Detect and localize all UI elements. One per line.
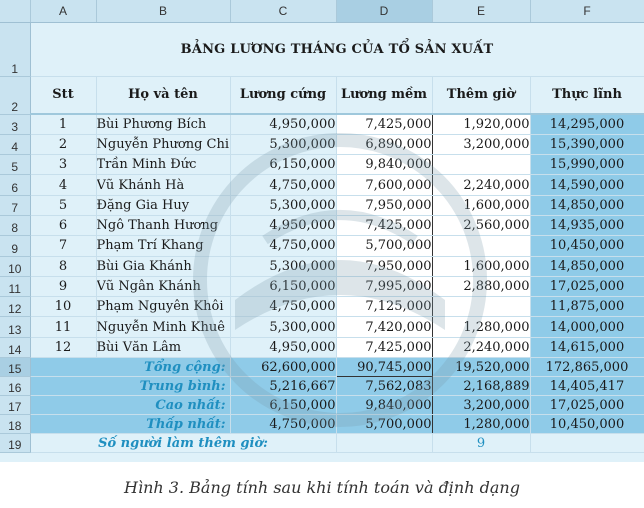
- header-name[interactable]: Họ và tên: [96, 76, 230, 114]
- cell-hard-salary[interactable]: 6,150,000: [230, 155, 336, 175]
- cell-stt[interactable]: 7: [30, 236, 96, 256]
- cell-hard-salary[interactable]: 6,150,000: [230, 396, 336, 415]
- cell-net[interactable]: 14,295,000: [530, 114, 644, 134]
- cell-overtime[interactable]: 1,280,000: [432, 415, 530, 434]
- row-header[interactable]: 12: [0, 297, 30, 317]
- cell-overtime[interactable]: 1,600,000: [432, 256, 530, 276]
- select-all-corner[interactable]: [0, 0, 30, 22]
- cell-net[interactable]: 11,875,000: [530, 297, 644, 317]
- cell-soft-salary[interactable]: 7,600,000: [336, 175, 432, 195]
- cell-stt[interactable]: 2: [30, 134, 96, 154]
- cell-hard-salary[interactable]: 4,750,000: [230, 415, 336, 434]
- cell-soft-salary[interactable]: 7,995,000: [336, 276, 432, 296]
- cell-soft-salary[interactable]: 6,890,000: [336, 134, 432, 154]
- cell-name[interactable]: Nguyễn Phương Chi: [96, 134, 230, 154]
- cell-name[interactable]: Vũ Ngân Khánh: [96, 276, 230, 296]
- table-row: [0, 236, 644, 256]
- cell-soft-salary[interactable]: 90,745,000: [336, 358, 432, 377]
- summary-label[interactable]: Cao nhất:: [30, 396, 230, 415]
- cell-overtime[interactable]: 2,168,889: [432, 377, 530, 396]
- cell-net[interactable]: 15,390,000: [530, 134, 644, 154]
- cell-hard-salary[interactable]: 4,950,000: [230, 337, 336, 357]
- cell-stt[interactable]: 4: [30, 175, 96, 195]
- row-header[interactable]: 18: [0, 415, 30, 434]
- cell-soft-salary[interactable]: 7,420,000: [336, 317, 432, 337]
- table-row: [0, 215, 644, 235]
- row-header[interactable]: 6: [0, 175, 30, 195]
- cell-net[interactable]: 14,850,000: [530, 256, 644, 276]
- cell-net[interactable]: 14,935,000: [530, 215, 644, 235]
- cell-soft-salary[interactable]: 7,425,000: [336, 114, 432, 134]
- table-row: [0, 337, 644, 357]
- cell-net[interactable]: 17,025,000: [530, 276, 644, 296]
- row-header[interactable]: 7: [0, 195, 30, 215]
- summary-row: [0, 415, 644, 434]
- cell-stt[interactable]: 11: [30, 317, 96, 337]
- column-header-c[interactable]: C: [230, 0, 336, 22]
- cell[interactable]: [336, 434, 432, 453]
- cell-hard-salary[interactable]: 5,300,000: [230, 134, 336, 154]
- cell-stt[interactable]: 6: [30, 215, 96, 235]
- cell-soft-salary[interactable]: 7,950,000: [336, 195, 432, 215]
- summary-label[interactable]: Trung bình:: [30, 377, 230, 396]
- row-header[interactable]: 5: [0, 155, 30, 175]
- column-header-f[interactable]: F: [530, 0, 644, 22]
- cell-name[interactable]: Phạm Nguyên Khôi: [96, 297, 230, 317]
- summary-row: [0, 358, 644, 377]
- cell-soft-salary[interactable]: 7,425,000: [336, 337, 432, 357]
- cell-overtime[interactable]: 1,920,000: [432, 114, 530, 134]
- cell-overtime[interactable]: 2,880,000: [432, 276, 530, 296]
- cell-net[interactable]: 14,850,000: [530, 195, 644, 215]
- cell-net[interactable]: 10,450,000: [530, 415, 644, 434]
- title-row: [0, 22, 644, 76]
- cell-net[interactable]: 10,450,000: [530, 236, 644, 256]
- cell-hard-salary[interactable]: 5,300,000: [230, 256, 336, 276]
- table-row: [0, 134, 644, 154]
- overtime-count-row: [0, 434, 644, 453]
- cell-name[interactable]: Trần Minh Đức: [96, 155, 230, 175]
- overtime-count-label[interactable]: Số người làm thêm giờ:: [30, 434, 336, 453]
- cell-stt[interactable]: 9: [30, 276, 96, 296]
- column-header-b[interactable]: B: [96, 0, 230, 22]
- table-title[interactable]: BẢNG LƯƠNG THÁNG CỦA TỔ SẢN XUẤT: [30, 22, 644, 76]
- table-row: [0, 195, 644, 215]
- cell-net[interactable]: 17,025,000: [530, 396, 644, 415]
- table-row: [0, 114, 644, 134]
- cell-overtime[interactable]: [432, 297, 530, 317]
- header-net[interactable]: Thực lĩnh: [530, 76, 644, 114]
- column-header-row: [0, 0, 644, 22]
- cell-overtime[interactable]: [432, 236, 530, 256]
- cell-name[interactable]: Đặng Gia Huy: [96, 195, 230, 215]
- table-row: [0, 155, 644, 175]
- cell-soft-salary[interactable]: 7,125,000: [336, 297, 432, 317]
- cell-name[interactable]: Ngô Thanh Hương: [96, 215, 230, 235]
- cell-soft-salary[interactable]: 5,700,000: [336, 415, 432, 434]
- summary-label[interactable]: Tổng cộng:: [30, 358, 230, 377]
- cell-net[interactable]: 14,405,417: [530, 377, 644, 396]
- cell-soft-salary[interactable]: 9,840,000: [336, 155, 432, 175]
- cell-hard-salary[interactable]: 4,950,000: [230, 114, 336, 134]
- cell[interactable]: [530, 434, 644, 453]
- cell-hard-salary[interactable]: 62,600,000: [230, 358, 336, 377]
- summary-rows: [0, 358, 644, 434]
- cell-stt[interactable]: 3: [30, 155, 96, 175]
- cell-net[interactable]: 14,000,000: [530, 317, 644, 337]
- cell-overtime[interactable]: 3,200,000: [432, 134, 530, 154]
- summary-row: [0, 396, 644, 415]
- cell-overtime[interactable]: 2,560,000: [432, 215, 530, 235]
- cell-stt[interactable]: 5: [30, 195, 96, 215]
- table-row: [0, 276, 644, 296]
- row-header[interactable]: 9: [0, 236, 30, 256]
- cell-hard-salary[interactable]: 5,300,000: [230, 195, 336, 215]
- cell-hard-salary[interactable]: 4,750,000: [230, 297, 336, 317]
- cell-soft-salary[interactable]: 7,562,083: [336, 377, 432, 396]
- cell-overtime[interactable]: 3,200,000: [432, 396, 530, 415]
- cell-overtime[interactable]: 1,600,000: [432, 195, 530, 215]
- cell-hard-salary[interactable]: 5,300,000: [230, 317, 336, 337]
- cell-name[interactable]: Bùi Phương Bích: [96, 114, 230, 134]
- figure-caption: Hình 3. Bảng tính sau khi tính toán và định dạng: [124, 478, 520, 497]
- cell-overtime[interactable]: 2,240,000: [432, 337, 530, 357]
- cell-soft-salary[interactable]: 5,700,000: [336, 236, 432, 256]
- summary-label[interactable]: Thấp nhất:: [30, 415, 230, 434]
- cell-stt[interactable]: 10: [30, 297, 96, 317]
- table-row: [0, 317, 644, 337]
- row-header[interactable]: 16: [0, 377, 30, 396]
- table-row: [0, 297, 644, 317]
- header-overtime[interactable]: Thêm giờ: [432, 76, 530, 114]
- cell-overtime[interactable]: 1,280,000: [432, 317, 530, 337]
- cell-hard-salary[interactable]: 5,216,667: [230, 377, 336, 396]
- row-header[interactable]: 14: [0, 337, 30, 357]
- header-row: [0, 76, 644, 114]
- cell-soft-salary[interactable]: 9,840,000: [336, 396, 432, 415]
- row-header[interactable]: 13: [0, 317, 30, 337]
- cell-name[interactable]: Vũ Khánh Hà: [96, 175, 230, 195]
- row-header[interactable]: 11: [0, 276, 30, 296]
- cell-hard-salary[interactable]: 6,150,000: [230, 276, 336, 296]
- data-rows: [0, 114, 644, 358]
- cell-stt[interactable]: 8: [30, 256, 96, 276]
- cell-net[interactable]: 15,990,000: [530, 155, 644, 175]
- column-header-e[interactable]: E: [432, 0, 530, 22]
- row-header[interactable]: 8: [0, 215, 30, 235]
- row-header[interactable]: 17: [0, 396, 30, 415]
- row-header[interactable]: 2: [0, 76, 30, 114]
- cell-overtime[interactable]: [432, 155, 530, 175]
- cell-name[interactable]: Nguyễn Minh Khuê: [96, 317, 230, 337]
- row-header[interactable]: 4: [0, 134, 30, 154]
- cell-hard-salary[interactable]: 4,750,000: [230, 175, 336, 195]
- header-hard-salary[interactable]: Lương cứng: [230, 76, 336, 114]
- row-header[interactable]: 3: [0, 114, 30, 134]
- cell-hard-salary[interactable]: 4,750,000: [230, 236, 336, 256]
- cell-name[interactable]: Bùi Gia Khánh: [96, 256, 230, 276]
- cell-hard-salary[interactable]: 4,950,000: [230, 215, 336, 235]
- row-header[interactable]: 19: [0, 434, 30, 453]
- overtime-count-value[interactable]: 9: [432, 434, 530, 453]
- cell-overtime[interactable]: 19,520,000: [432, 358, 530, 377]
- header-soft-salary[interactable]: Lương mềm: [336, 76, 432, 114]
- cell-net[interactable]: 14,590,000: [530, 175, 644, 195]
- cell-soft-salary[interactable]: 7,950,000: [336, 256, 432, 276]
- cell-soft-salary[interactable]: 7,425,000: [336, 215, 432, 235]
- cell-name[interactable]: Bùi Văn Lâm: [96, 337, 230, 357]
- table-row: [0, 256, 644, 276]
- cell-stt[interactable]: 1: [30, 114, 96, 134]
- table-row: [0, 175, 644, 195]
- cell-overtime[interactable]: 2,240,000: [432, 175, 530, 195]
- header-stt[interactable]: Stt: [30, 76, 96, 114]
- cell-name[interactable]: Phạm Trí Khang: [96, 236, 230, 256]
- row-header[interactable]: 10: [0, 256, 30, 276]
- cell-net[interactable]: 172,865,000: [530, 358, 644, 377]
- summary-row: [0, 377, 644, 396]
- column-header-a[interactable]: A: [30, 0, 96, 22]
- cell-stt[interactable]: 12: [30, 337, 96, 357]
- row-header[interactable]: 1: [0, 22, 30, 76]
- column-header-d[interactable]: D: [336, 0, 432, 22]
- row-header[interactable]: 15: [0, 358, 30, 377]
- cell-net[interactable]: 14,615,000: [530, 337, 644, 357]
